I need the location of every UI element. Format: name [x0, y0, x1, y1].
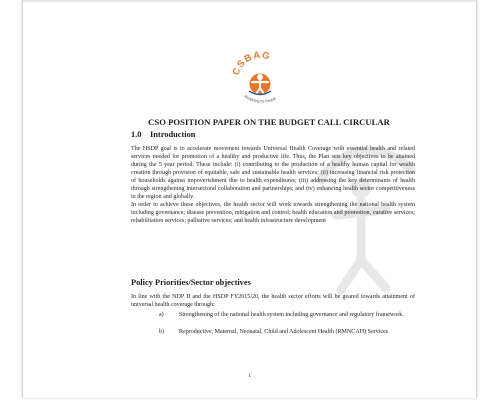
list-marker: a)	[159, 312, 164, 318]
svg-text:CSBAG	[231, 50, 272, 77]
document-page	[22, 0, 477, 398]
section-heading-text: Introduction	[150, 130, 196, 139]
list-item-text: Strengthening of the national health system including governance and regulatory framework.	[179, 312, 404, 318]
introduction-body	[131, 145, 415, 225]
section-number: 1.0	[131, 130, 142, 139]
document-title: CSO POSITION PAPER ON THE BUDGET CALL CIRCULAR	[148, 117, 390, 127]
svg-text:Budgeting for People	[244, 94, 277, 103]
list-item-text: Reproductive, Maternal, Neonatal, Child and Adolescent Health (RMNCAH) Services	[179, 329, 389, 335]
policy-lead-paragraph: In line with the NDP II and the HSDP FY2015/20, the health sector efforts will be geared towards attainment of universal health coverage through:	[131, 294, 415, 308]
paragraph: The HSDP goal is to accelerate movement towards Universal Health Coverage with essential health and related services needed for promotion of a healthy and productive life. Thus, the Plan sets key objectives to be attained during the 5 year period. These include: (i) contributing to the production of a healthy human capital for wealth creation through provision of equitable, safe and sustainable health services; (ii) increasing financial risk protection of households against impoverishment due to health expenditures; (iii) addressing the key determinants of health through strengthening intersectoral collaboration and partnerships; and (iv) enhancing health sector competitiveness in the region and globally.	[131, 146, 415, 200]
page-top-edge	[23, 0, 476, 2]
page-number: 1	[248, 373, 251, 379]
csbag-logo-icon	[229, 46, 291, 112]
objectives-list	[131, 311, 415, 345]
logo-tagline: Budgeting for People	[243, 94, 277, 104]
logo-text: CSBAG	[230, 49, 272, 77]
list-item	[131, 328, 415, 336]
list-marker: b)	[159, 329, 165, 335]
paragraph: In order to achieve these objectives, the health sector will work towards strengthening the national health system including governance; disease prevention, mitigation and control; health education and promotion, curative services; rehabilitation services; palliative services; and health infrastructure development	[131, 202, 415, 224]
section-heading-introduction	[131, 130, 195, 139]
section-heading-policy-priorities: Policy Priorities/Sector objectives	[131, 278, 251, 287]
list-item	[131, 311, 415, 319]
